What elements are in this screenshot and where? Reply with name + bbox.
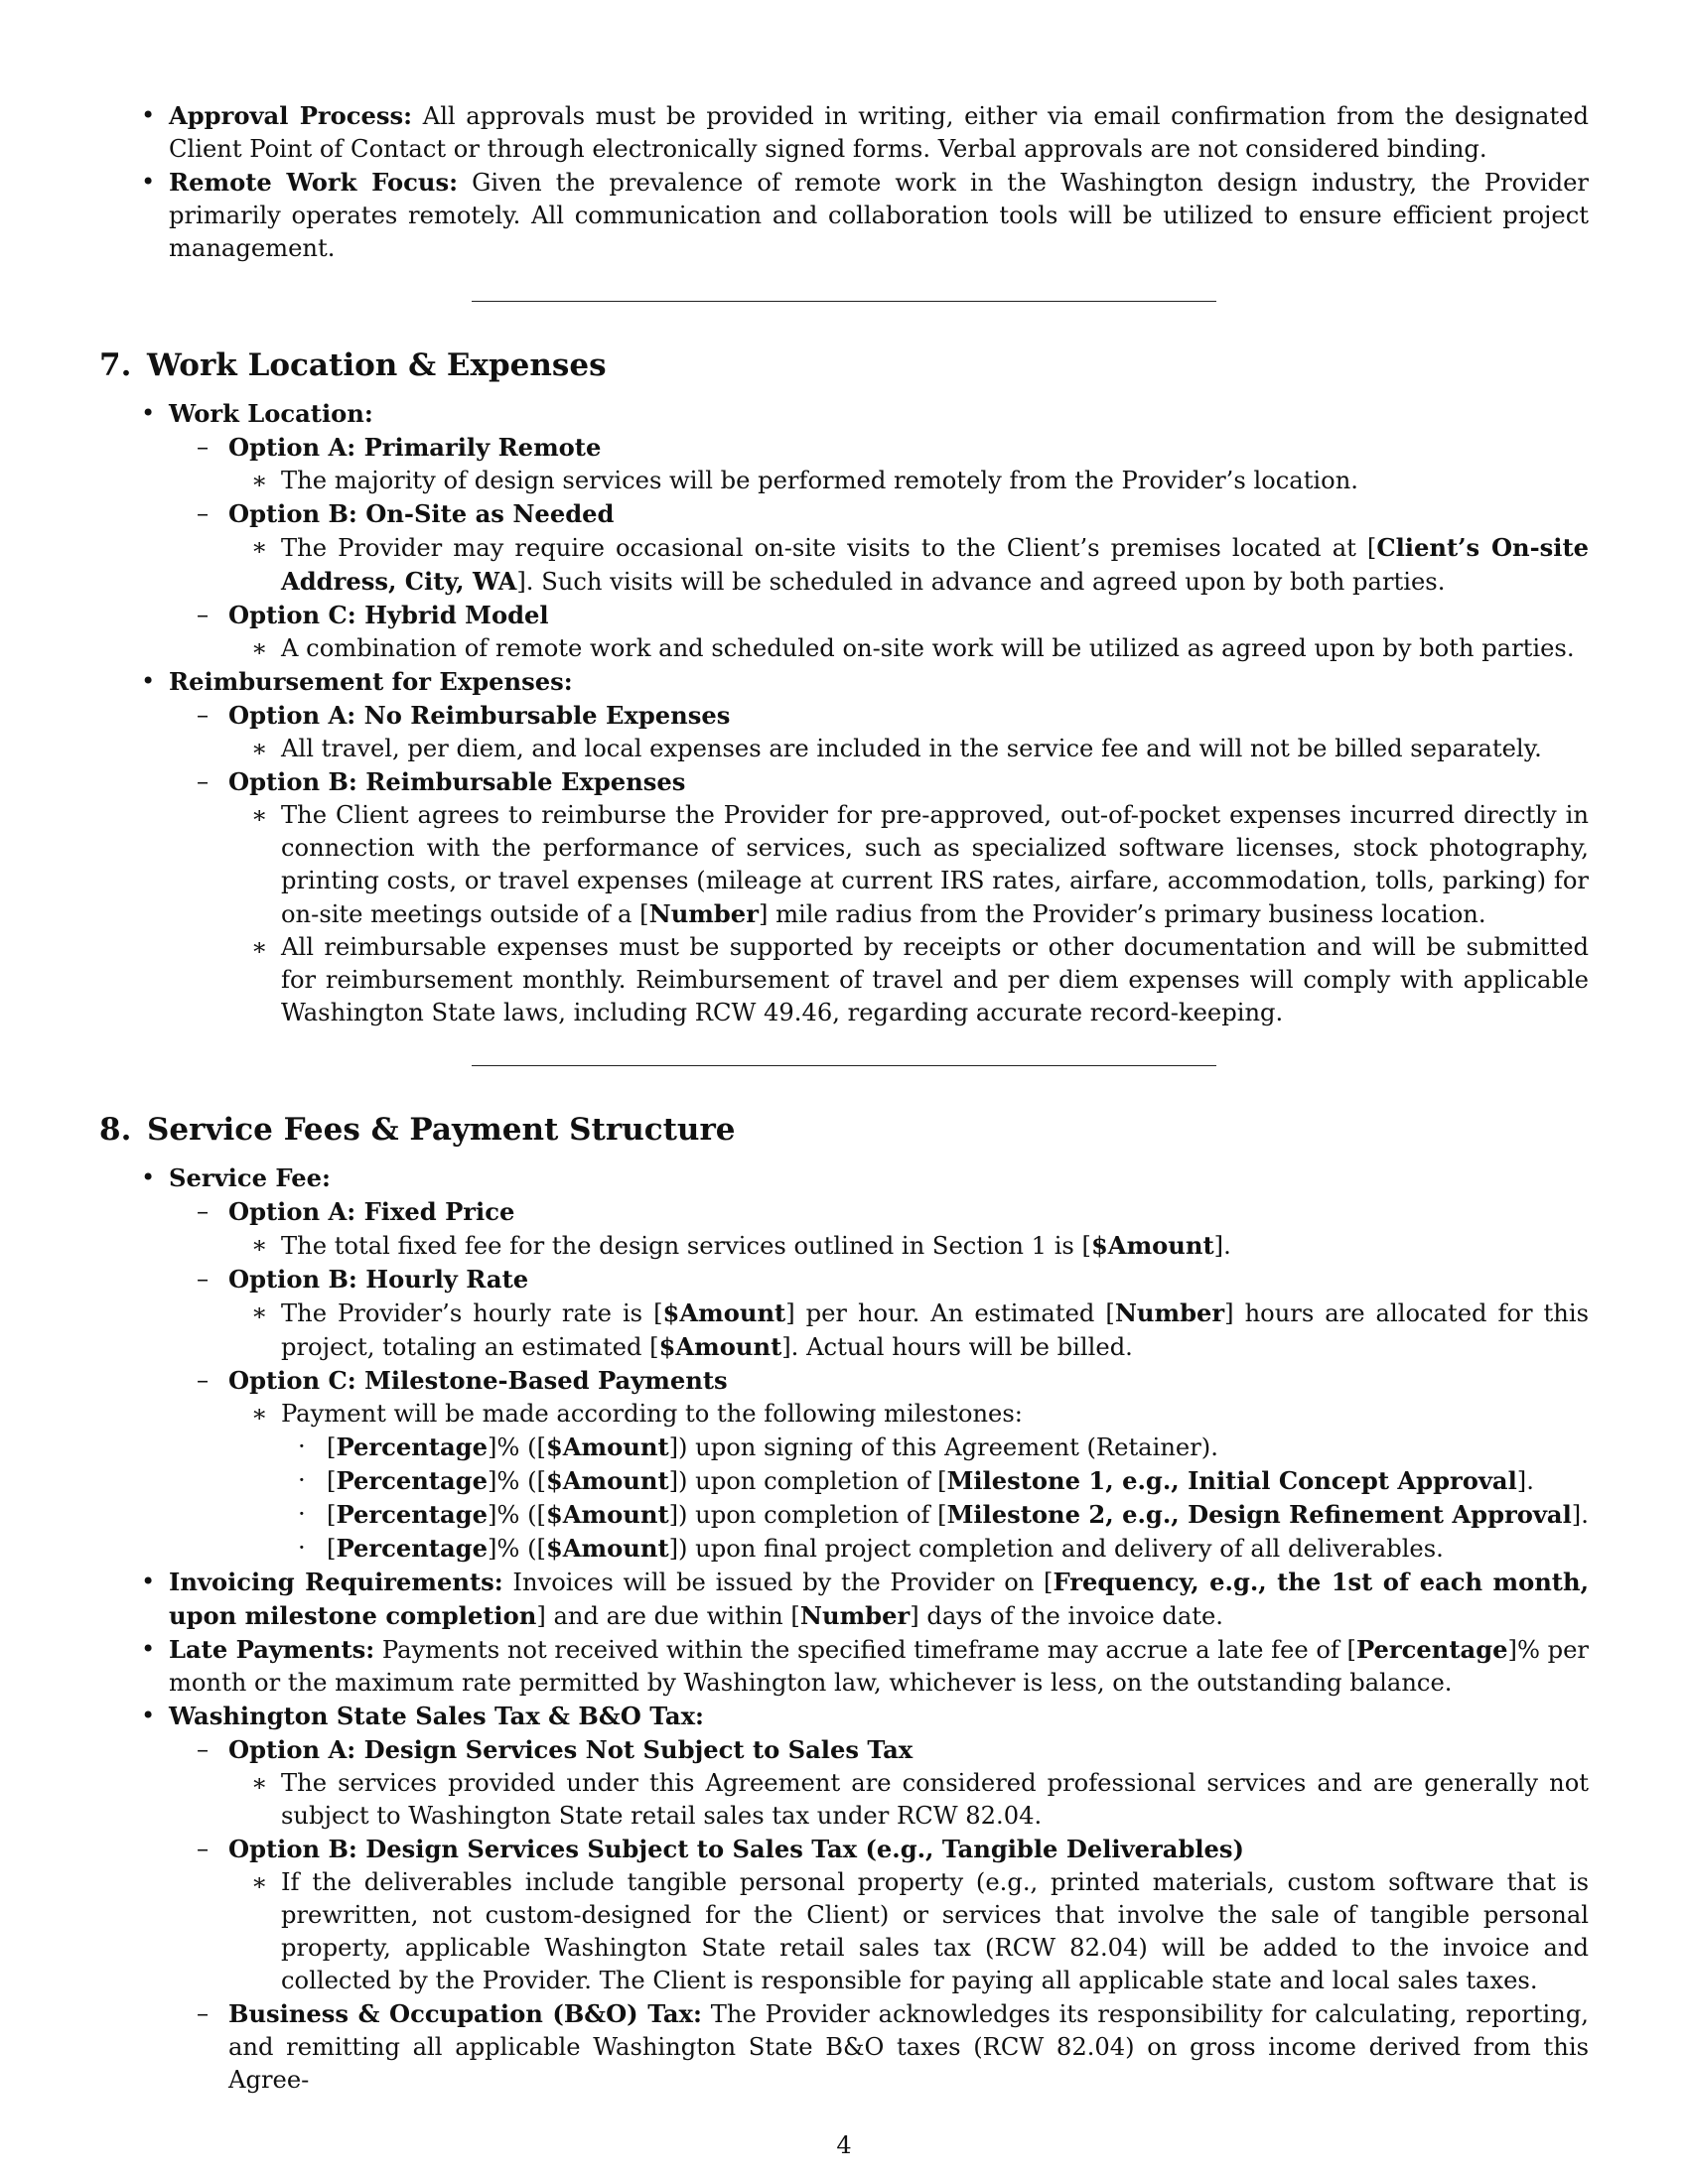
dash-icon: – (197, 601, 210, 628)
sub-item-text: Payment will be made according to the following milestones: (281, 1400, 1023, 1428)
sub-item-text: If the deliverables include tangible personal property (e.g., printed materials, custom software that is prewritten, not custom-designed for the Client) or services that involve the sale of tangible personal property, applicable Washington State retail sales tax (RCW 82.04) will be added to the invoice and collected by the Provider. The Client is responsible for paying all applicable state and local sales taxes. (281, 1868, 1589, 1994)
section-title: Work Location & Expenses (147, 347, 607, 383)
sub-item (99, 1398, 1589, 1431)
sub-item-text: A combination of remote work and scheduled on-site work will be utilized as agreed upon by both parties. (281, 634, 1575, 662)
sub-item-text: The Client agrees to reimburse the Provider for pre-approved, out-of-pocket expenses incurred directly in connection with the performance of services, such as specialized software licenses, stock photography, printing costs, or travel expenses (mileage at current IRS rates, airfare, accommodation, tolls, parking) for on-site meetings outside of a [ (281, 801, 1589, 928)
item-text: Invoices will be issued by the Provider on [ (502, 1569, 1054, 1596)
sub-item (99, 1866, 1589, 1997)
sub-item-text: The Provider may require occasional on-site visits to the Client’s premises located at [ (281, 534, 1377, 562)
sub-item (99, 931, 1589, 1029)
list-item-late-payments (99, 1633, 1589, 1700)
sub-item (99, 1297, 1589, 1364)
sub-item-text: The Provider’s hourly rate is [ (281, 1299, 663, 1327)
option-text: The Provider acknowledges its responsibility for calculating, reporting, and remitting all applicable Washington State B&O taxes (RCW 82.04) on gross income derived from this Agree- (228, 2000, 1589, 2094)
placeholder-field: Number (799, 1601, 911, 1630)
item-text: ] and are due within [ (536, 1602, 800, 1630)
item-text: Given the prevalence of remote work in the Washington design industry, the Provider primarily operates remotely. All communication and collaboration tools will be utilized to ensure efficient project management. (169, 169, 1589, 262)
placeholder-field: Frequency, e.g., the 1st of each month, upon milestone completion (169, 1568, 1589, 1630)
milestone-text: ]) upon signing of this Agreement (Retainer). (668, 1433, 1218, 1461)
dash-icon: – (197, 701, 210, 729)
sub-item (99, 465, 1589, 497)
sub-item-text: All travel, per diem, and local expenses are included in the service fee and will not be billed separately. (281, 735, 1542, 762)
placeholder-field: $Amount (545, 1466, 669, 1495)
section-divider (472, 301, 1216, 302)
placeholder-field: $Amount (658, 1332, 782, 1361)
sub-item-text: ] mile radius from the Provider’s primary business location. (758, 900, 1486, 928)
item-label: Approval Process: (169, 101, 413, 130)
sub-item (99, 799, 1589, 931)
asterisk-icon: ∗ (251, 533, 268, 561)
asterisk-icon: ∗ (251, 467, 268, 494)
bullet-icon: • (141, 667, 156, 695)
option-item (99, 431, 1589, 465)
sub-item-text: ]. (1213, 1232, 1231, 1260)
placeholder-field: $Amount (545, 1534, 669, 1563)
option-label: Option C: Milestone-Based Payments (228, 1366, 728, 1395)
dot-icon: · (298, 1534, 306, 1562)
asterisk-icon: ∗ (251, 1769, 268, 1797)
placeholder-field: Percentage (336, 1466, 488, 1495)
option-item (99, 1195, 1589, 1229)
sub-item (99, 733, 1589, 765)
option-item (99, 497, 1589, 531)
option-item (99, 1364, 1589, 1398)
list-item-service-fee (99, 1161, 1589, 1195)
bullet-icon: • (141, 1163, 156, 1191)
list-item-work-location (99, 397, 1589, 431)
option-item (99, 699, 1589, 733)
placeholder-field: $Amount (545, 1500, 669, 1529)
placeholder-field: Number (1114, 1298, 1225, 1327)
option-label: Option B: Hourly Rate (228, 1265, 529, 1294)
sub-item-text: ] per hour. An estimated [ (785, 1299, 1115, 1327)
asterisk-icon: ∗ (251, 1298, 268, 1326)
dash-icon: – (197, 1999, 210, 2027)
placeholder-field: Milestone 1, e.g., Initial Concept Approval (946, 1466, 1517, 1495)
item-text: All approvals must be provided in writing, either via email confirmation from the designated Client Point of Contact or through electronically signed forms. Verbal approvals are not considered binding. (169, 102, 1589, 163)
asterisk-icon: ∗ (251, 1400, 268, 1428)
milestone-item: · [Percentage]% ([$Amount]) upon final project completion and delivery of all deliverables. (298, 1534, 1444, 1563)
option-item (99, 1833, 1589, 1866)
asterisk-icon: ∗ (251, 933, 268, 961)
bullet-icon: • (141, 399, 156, 427)
placeholder-field: $Amount (1090, 1231, 1214, 1260)
option-item (99, 599, 1589, 632)
list-item-invoicing (99, 1566, 1589, 1633)
item-text: Payments not received within the specified timeframe may accrue a late fee of [ (374, 1636, 1356, 1664)
milestone-item: · [Percentage]% ([$Amount]) upon completion of [Milestone 1, e.g., Initial Concept Approval]. (298, 1466, 1534, 1495)
placeholder-field: $Amount (545, 1433, 669, 1461)
list-item-approval-process (99, 99, 1589, 166)
option-item (99, 1263, 1589, 1297)
placeholder-field: Client’s On-site Address, City, WA (281, 533, 1590, 596)
dash-icon: – (197, 433, 210, 461)
option-label: Option C: Hybrid Model (228, 601, 549, 629)
section-number: 8. (99, 1112, 132, 1148)
milestone-text: ]) upon completion of [ (668, 1501, 947, 1529)
placeholder-field: Percentage (336, 1500, 488, 1529)
item-label: Invoicing Requirements: (169, 1568, 503, 1596)
dash-icon: – (197, 1735, 210, 1763)
sub-item-text: The total fixed fee for the design services outlined in Section 1 is [ (281, 1232, 1091, 1260)
item-label: Washington State Sales Tax & B&O Tax: (169, 1702, 704, 1730)
placeholder-field: Milestone 2, e.g., Design Refinement Approval (946, 1500, 1572, 1529)
sub-item (99, 531, 1589, 599)
dash-icon: – (197, 1835, 210, 1862)
dash-icon: – (197, 1265, 210, 1293)
dash-icon: – (197, 1366, 210, 1394)
option-label: Option A: Primarily Remote (228, 433, 602, 462)
milestone-text: ]) upon final project completion and delivery of all deliverables. (668, 1535, 1444, 1563)
dot-icon: · (298, 1433, 306, 1460)
section-divider (472, 1065, 1216, 1066)
sub-item (99, 632, 1589, 665)
document-page (99, 99, 1589, 2097)
placeholder-field: $Amount (662, 1298, 786, 1327)
asterisk-icon: ∗ (251, 1231, 268, 1259)
milestone-text: ]) upon completion of [ (668, 1467, 947, 1495)
option-label: Option B: Reimbursable Expenses (228, 767, 686, 796)
sub-item (99, 1767, 1589, 1833)
dot-icon: · (298, 1466, 306, 1494)
page-number: 4 (836, 2131, 852, 2159)
option-item (99, 1997, 1589, 2097)
sub-item-text: The majority of design services will be performed remotely from the Provider’s location. (281, 467, 1358, 494)
section-title: Service Fees & Payment Structure (147, 1112, 736, 1148)
section-heading-8 (99, 1110, 1589, 1150)
dash-icon: – (197, 499, 210, 527)
section-heading-7 (99, 345, 1589, 385)
bullet-icon: • (141, 168, 156, 196)
placeholder-field: Number (648, 899, 759, 928)
section-number: 7. (99, 347, 132, 383)
milestone-item: · [Percentage]% ([$Amount]) upon completion of [Milestone 2, e.g., Design Refinement Approval]. (298, 1500, 1589, 1529)
placeholder-field: Percentage (336, 1534, 488, 1563)
option-label: Business & Occupation (B&O) Tax: (228, 1999, 702, 2028)
item-text: ] days of the invoice date. (910, 1602, 1223, 1630)
item-label: Reimbursement for Expenses: (169, 667, 573, 696)
option-label: Option B: Design Services Subject to Sales Tax (e.g., Tangible Deliverables) (228, 1835, 1244, 1863)
milestone-item: · [Percentage]% ([$Amount]) upon signing of this Agreement (Retainer). (298, 1433, 1218, 1461)
list-item-reimbursement (99, 665, 1589, 699)
list-item-sales-tax (99, 1700, 1589, 1733)
option-label: Option A: Fixed Price (228, 1197, 515, 1226)
bullet-icon: • (141, 101, 156, 129)
sub-item (99, 1229, 1589, 1263)
bullet-icon: • (141, 1568, 156, 1595)
sub-item-text: ] hours are allocated for this project, totaling an estimated [ (281, 1299, 1589, 1361)
dash-icon: – (197, 767, 210, 795)
option-item (99, 765, 1589, 799)
dash-icon: – (197, 1197, 210, 1225)
asterisk-icon: ∗ (251, 1868, 268, 1896)
asterisk-icon: ∗ (251, 634, 268, 662)
sub-item-text: The services provided under this Agreement are considered professional services and are generally not subject to Washington State retail sales tax under RCW 82.04. (281, 1769, 1589, 1830)
bullet-icon: • (141, 1702, 156, 1729)
placeholder-field: Percentage (1356, 1635, 1508, 1664)
item-label: Work Location: (169, 399, 373, 428)
option-label: Option A: No Reimbursable Expenses (228, 701, 731, 730)
option-label: Option B: On-Site as Needed (228, 499, 615, 528)
list-item-remote-work-focus (99, 166, 1589, 265)
item-label: Service Fee: (169, 1163, 331, 1192)
sub-item-text: ]. Such visits will be scheduled in advance and agreed upon by both parties. (516, 568, 1446, 596)
item-label: Late Payments: (169, 1635, 375, 1664)
option-label: Option A: Design Services Not Subject to Sales Tax (228, 1735, 914, 1764)
asterisk-icon: ∗ (251, 801, 268, 829)
placeholder-field: Percentage (336, 1433, 488, 1461)
item-label: Remote Work Focus: (169, 168, 459, 197)
option-item (99, 1733, 1589, 1767)
sub-item-text: All reimbursable expenses must be supported by receipts or other documentation and will be submitted for reimbursement monthly. Reimbursement of travel and per diem expenses will comply with applicable Washington State laws, including RCW 49.46, regarding accurate record-keeping. (281, 933, 1589, 1026)
asterisk-icon: ∗ (251, 735, 268, 762)
bullet-icon: • (141, 1635, 156, 1663)
item-text: ]% per month or the maximum rate permitted by Washington law, whichever is less, on the outstanding balance. (169, 1636, 1589, 1697)
sub-item-text: ]. Actual hours will be billed. (781, 1333, 1133, 1361)
dot-icon: · (298, 1500, 306, 1528)
